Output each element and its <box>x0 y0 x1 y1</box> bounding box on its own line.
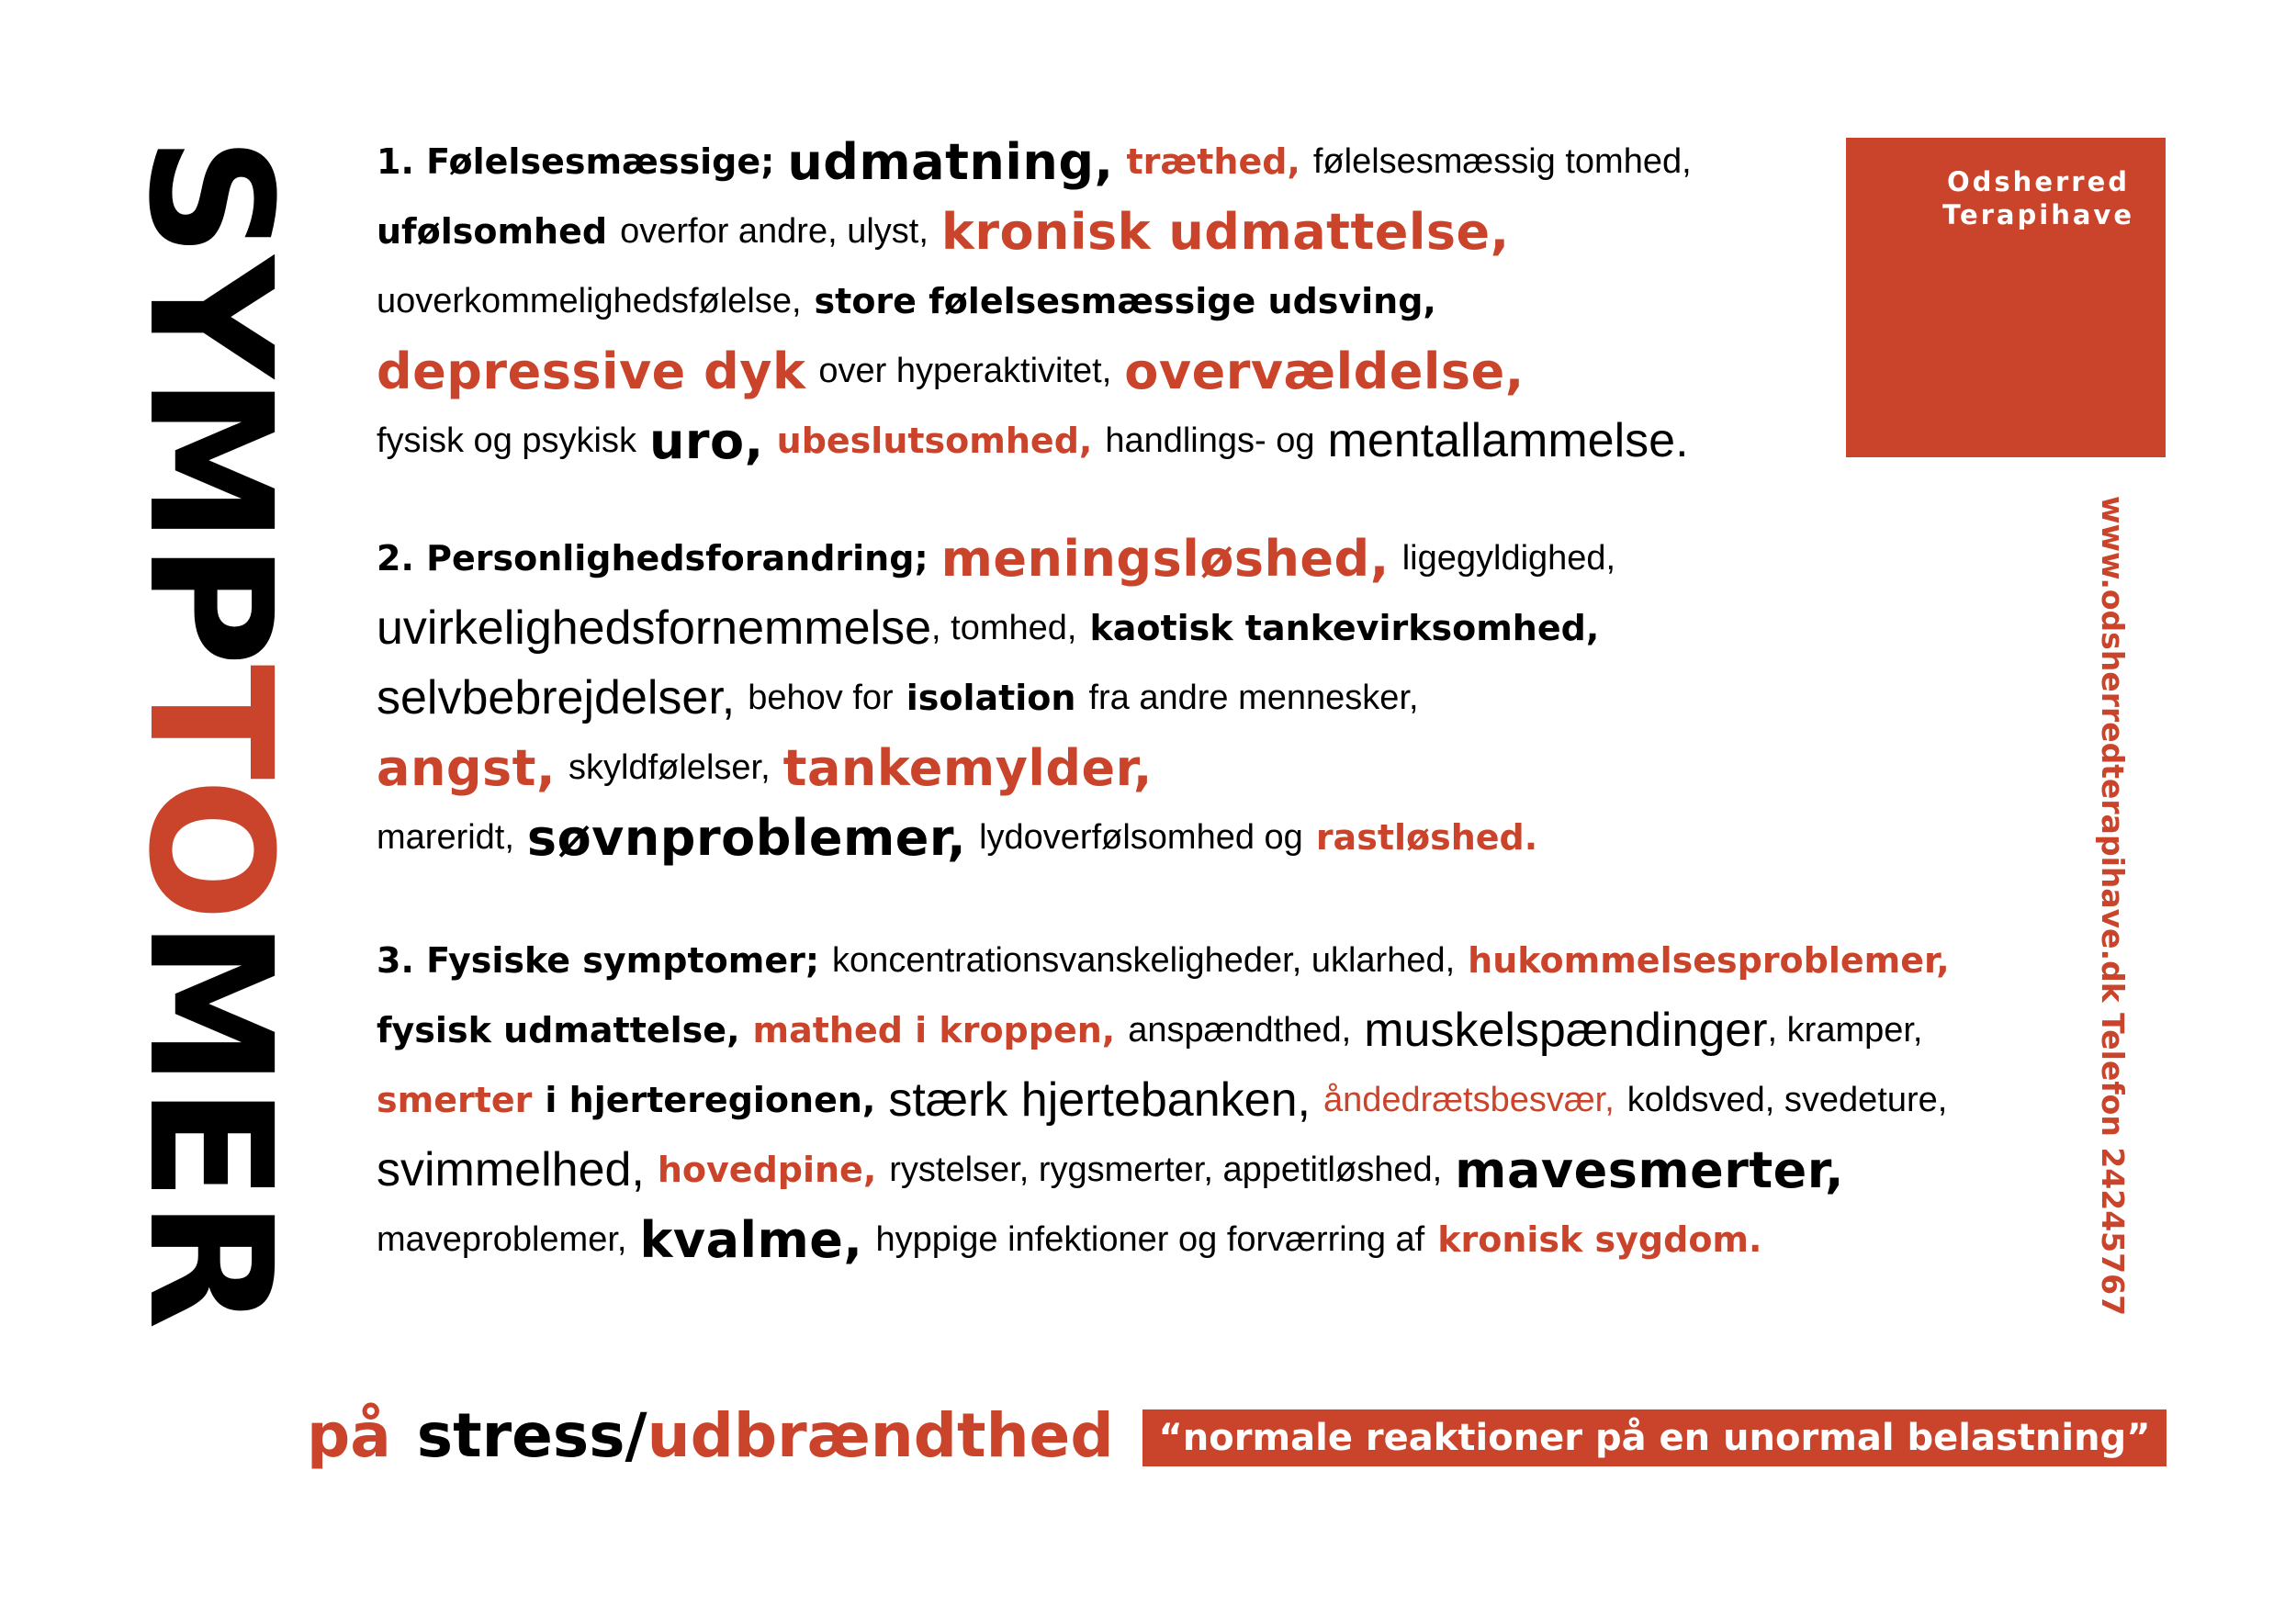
term-overvaeldelse: overvældelse, <box>1124 342 1525 400</box>
text: fra andre mennesker, <box>1088 678 1419 717</box>
text: mareridt, <box>377 817 514 857</box>
term-mathed: mathed i kroppen, <box>752 1010 1116 1050</box>
term-fysisk-udmattelse: fysisk udmattelse, <box>377 1010 740 1050</box>
term-smerter: smerter <box>377 1080 533 1120</box>
title-part-to: TO <box>111 664 308 920</box>
text: koldsved, svedeture, <box>1626 1080 1948 1119</box>
s3-line2 <box>377 995 2122 1065</box>
s3-line1 <box>377 926 2122 995</box>
term-sovnproblemer: søvnproblemer, <box>526 808 967 867</box>
term-udsving: store følelsesmæssige udsving, <box>814 281 1436 321</box>
footer-udbraendthed: udbrændthed <box>647 1399 1114 1471</box>
s2-line5 <box>377 803 2122 872</box>
s2-line2 <box>377 593 2122 663</box>
brand-logo <box>1846 138 2166 457</box>
term-depressive-dyk: depressive dyk <box>377 342 806 400</box>
text: anspændthed, <box>1128 1010 1352 1050</box>
term-muskelspaendinger: muskelspændinger <box>1364 1004 1768 1057</box>
section1-heading: 1. Følelsesmæssige; <box>377 141 775 182</box>
term-meningsloshed: meningsløshed, <box>940 529 1390 588</box>
text: uoverkommelighedsfølelse, <box>377 281 802 320</box>
section3-heading: 3. Fysiske symptomer; <box>377 940 820 981</box>
brand-line1: Odsherred <box>1947 166 2131 197</box>
term-hovedpine: hovedpine, <box>657 1150 877 1190</box>
footer-subtitle <box>307 1394 1114 1477</box>
text: skyldfølelser, <box>568 747 771 787</box>
section2-heading: 2. Personlighedsforandring; <box>377 538 929 578</box>
term-angst: angst, <box>377 738 557 797</box>
term-rastloshed: rastløshed. <box>1315 817 1538 858</box>
term-tankemylder: tankemylder, <box>782 738 1153 797</box>
term-selvbebrejdelser: selvbebrejdelser, <box>377 671 736 724</box>
text: , tomhed, <box>931 608 1077 647</box>
vertical-title <box>111 136 308 1477</box>
s2-line4 <box>377 733 2122 803</box>
text: overfor andre, ulyst, <box>620 211 929 251</box>
text: koncentrationsvanskeligheder, uklarhed, <box>832 940 1456 980</box>
term-mavesmerter: mavesmerter, <box>1455 1140 1845 1199</box>
text: ligegyldighed, <box>1401 538 1616 578</box>
text: maveproblemer, <box>377 1219 627 1259</box>
s3-line3 <box>377 1065 2122 1135</box>
term-traethed: træthed, <box>1126 141 1300 182</box>
s2-line3 <box>377 663 2122 733</box>
s3-line5 <box>377 1205 2122 1275</box>
text: lydoverfølsomhed og <box>979 817 1303 857</box>
text: følelsesmæssig tomhed, <box>1312 141 1692 181</box>
quote-banner: “normale reaktioner på en unormal belastning” <box>1142 1409 2167 1466</box>
term-hukommelse: hukommelsesproblemer, <box>1468 940 1950 981</box>
term-uvirkelighed: uvirkelighedsfornemmelse <box>377 601 932 655</box>
term-kaotisk: kaotisk tankevirksomhed, <box>1089 608 1600 648</box>
brand-line2: Terapihave <box>1942 199 2134 230</box>
contact-info: www.odsherredterapihave.dk Telefon 24245767 <box>2095 496 2131 1317</box>
title-part-mer: MER <box>111 919 308 1329</box>
s3-line4 <box>377 1135 2122 1205</box>
brand-name <box>1942 165 2134 231</box>
footer-pa: på <box>307 1399 391 1471</box>
title-part-symp: SYMP <box>111 136 308 665</box>
term-hjertebanken: stærk hjertebanken, <box>888 1073 1311 1127</box>
text: handlings- og <box>1105 421 1315 460</box>
text: hyppige infektioner og forværring af <box>875 1219 1425 1259</box>
text: behov for <box>748 678 894 717</box>
term-ufolsomhed: ufølsomhed <box>377 211 608 252</box>
text: fysisk og psykisk <box>377 421 636 460</box>
term-kronisk-sygdom: kronisk sygdom. <box>1437 1219 1762 1260</box>
text: , kramper, <box>1767 1010 1923 1050</box>
term-kvalme: kvalme, <box>639 1210 863 1269</box>
term-svimmelhed: svimmelhed, <box>377 1143 645 1196</box>
term-andedraet: åndedrætsbesvær, <box>1322 1080 1615 1119</box>
text: rystelser, rygsmerter, appetitløshed, <box>889 1150 1443 1189</box>
term-mentallammelse: mentallammelse. <box>1327 414 1689 467</box>
s2-line1 <box>377 523 2122 593</box>
term-isolation: isolation <box>906 678 1076 718</box>
term-ubeslutsomhed: ubeslutsomhed, <box>776 421 1093 461</box>
footer-stress: stress/ <box>416 1399 647 1471</box>
term-uro: uro, <box>648 411 764 470</box>
term-udmatning: udmatning, <box>787 132 1114 191</box>
term-hjerteregionen: i hjerteregionen, <box>545 1080 876 1120</box>
text: over hyperaktivitet, <box>818 351 1112 390</box>
term-kronisk-udmattelse: kronisk udmattelse, <box>940 202 1510 261</box>
